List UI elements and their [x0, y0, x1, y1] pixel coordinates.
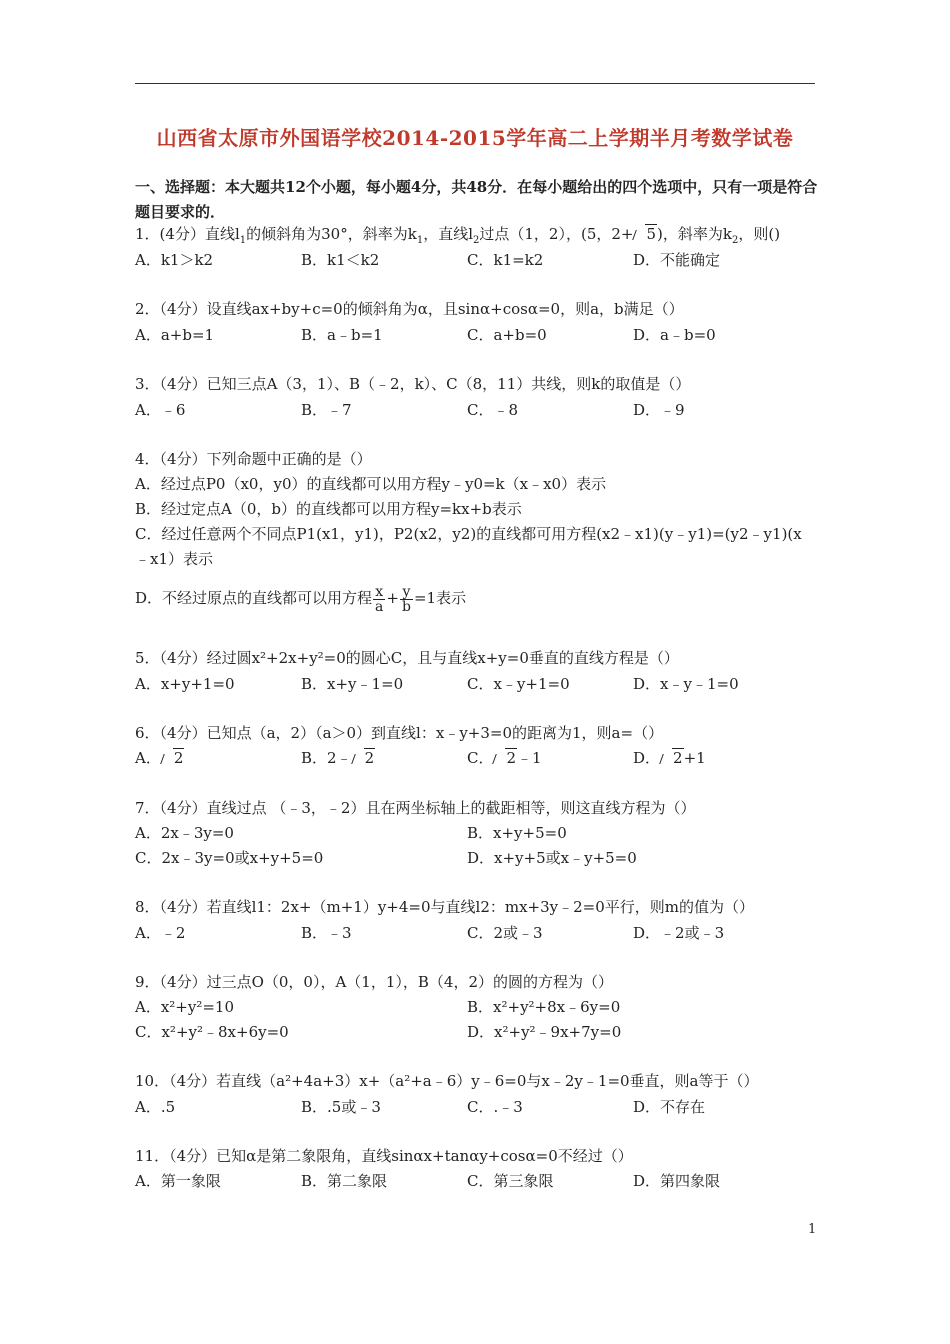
- q11-option-b: B．第二象限: [301, 1172, 388, 1190]
- q3-option-c: C．﹣8: [467, 401, 519, 419]
- q8-option-b: B．﹣3: [301, 924, 352, 942]
- q6-option-c: C． 2﹣1: [467, 746, 542, 771]
- q8-option-d: D．﹣2或﹣3: [633, 924, 725, 942]
- question-8-stem: 8．（4分）若直线l1：2x+（m+1）y+4=0与直线l2：mx+3y﹣2=0平行，则m的值为（）: [135, 898, 755, 916]
- q4-option-a: A．经过点P0（x0，y0）的直线都可以用方程y﹣y0=k（x﹣x0）表示: [135, 475, 607, 493]
- q8-option-a: A．﹣2: [135, 924, 186, 942]
- question-6-stem: 6．（4分）已知点（a，2）（a＞0）到直线l：x﹣y+3=0的距离为1，则a=（）: [135, 724, 664, 742]
- q5-option-b: B．x+y﹣1=0: [301, 675, 404, 693]
- question-11-stem: 11．（4分）已知α是第二象限角，直线sinαx+tanαy+cosα=0不经过（）: [135, 1147, 633, 1165]
- q5-option-c: C．x﹣y+1=0: [467, 675, 570, 693]
- q7-option-a: A．2x﹣3y=0: [135, 824, 234, 842]
- question-9-stem: 9．（4分）过三点O（0，0），A（1，1），B（4，2）的圆的方程为（）: [135, 973, 614, 991]
- fraction-y-over-b: $\frac{y}{b}$: [401, 583, 411, 615]
- page-number: 1: [808, 1222, 817, 1237]
- header-rule: [135, 83, 815, 84]
- q6-option-a: A． 2: [135, 746, 184, 771]
- q10-option-b: B．.5或﹣3: [301, 1098, 381, 1116]
- q1-option-c: C．k1=k2: [467, 251, 544, 269]
- question-3-stem: 3．（4分）已知三点A（3，1）、B（﹣2，k）、C（8，11）共线，则k的取值是（）: [135, 375, 691, 393]
- q1-option-a: A．k1＞k2: [135, 251, 214, 269]
- q10-option-d: D．不存在: [633, 1098, 706, 1116]
- q5-option-d: D．x﹣y﹣1=0: [633, 675, 739, 693]
- q11-option-d: D．第四象限: [633, 1172, 721, 1190]
- question-10-stem: 10．（4分）若直线（a²+4a+3）x+（a²+a﹣6）y﹣6=0与x﹣2y﹣1=0垂直，则a等于（）: [135, 1072, 759, 1090]
- q10-option-a: A．.5: [135, 1098, 176, 1116]
- q6-option-b: B．2﹣ 2: [301, 746, 375, 771]
- q11-option-a: A．第一象限: [135, 1172, 221, 1190]
- q4-option-d: D．不经过原点的直线都可以用方程 $\frac{x}{a}$ + $\frac{y}{b}$ =1表示: [135, 583, 467, 615]
- q6-option-d: D． 2+1: [633, 746, 706, 771]
- q9-option-c: C．x²+y²﹣8x+6y=0: [135, 1023, 289, 1041]
- q3-option-a: A．﹣6: [135, 401, 186, 419]
- q2-option-a: A．a+b=1: [135, 326, 215, 344]
- page-title: 山西省太原市外国语学校2014-2015学年高二上学期半月考数学试卷: [156, 126, 794, 150]
- q7-option-b: B．x+y+5=0: [467, 824, 567, 842]
- q9-option-b: B．x²+y²+8x﹣6y=0: [467, 998, 621, 1016]
- q11-option-c: C．第三象限: [467, 1172, 554, 1190]
- question-4-stem: 4．（4分）下列命题中正确的是（）: [135, 450, 372, 468]
- q1-option-d: D．不能确定: [633, 251, 721, 269]
- q4-option-c-line1: C．经过任意两个不同点P1(x1，y1)，P2(x2，y2)的直线都可用方程(x2﹣x1)(y﹣y1)=(y2﹣y1)(x: [135, 525, 802, 543]
- question-7-stem: 7．（4分）直线过点 （﹣3，﹣2）且在两坐标轴上的截距相等，则这直线方程为（）: [135, 799, 696, 817]
- sqrt-5: 5: [633, 222, 657, 247]
- fraction-x-over-a: $\frac{x}{a}$: [375, 583, 384, 615]
- q4-option-c-line2: ﹣x1）表示: [135, 550, 214, 568]
- section-heading: 一、选择题：本大题共12个小题，每小题4分，共48分．在每小题给出的四个选项中，只有一项是符合题目要求的．: [135, 178, 818, 221]
- q3-option-d: D．﹣9: [633, 401, 685, 419]
- q2-option-b: B．a﹣b=1: [301, 326, 383, 344]
- q10-option-c: C．.﹣3: [467, 1098, 523, 1116]
- q4-option-b: B．经过定点A（0，b）的直线都可以用方程y=kx+b表示: [135, 500, 522, 518]
- q7-option-c: C．2x﹣3y=0或x+y+5=0: [135, 849, 324, 867]
- q7-option-d: D．x+y+5或x﹣y+5=0: [467, 849, 637, 867]
- question-2-stem: 2．（4分）设直线ax+by+c=0的倾斜角为α，且sinα+cosα=0，则a，b满足（）: [135, 300, 684, 318]
- q9-option-d: D．x²+y²﹣9x+7y=0: [467, 1023, 622, 1041]
- q8-option-c: C．2或﹣3: [467, 924, 543, 942]
- q3-option-b: B．﹣7: [301, 401, 352, 419]
- q9-option-a: A．x²+y²=10: [135, 998, 235, 1016]
- q5-option-a: A．x+y+1=0: [135, 675, 235, 693]
- q1-option-b: B．k1＜k2: [301, 251, 380, 269]
- q2-option-c: C．a+b=0: [467, 326, 547, 344]
- question-5-stem: 5．（4分）经过圆x²+2x+y²=0的圆心C，且与直线x+y=0垂直的直线方程是（）: [135, 649, 679, 667]
- q2-option-d: D．a﹣b=0: [633, 326, 716, 344]
- question-1-stem: 1．(4分）直线$l_1$的倾斜角为30°，斜率为$k_1$，直线$l_2$过点（1，2），(5，2+ 5)，斜率为$k_2$，则(): [135, 222, 780, 247]
